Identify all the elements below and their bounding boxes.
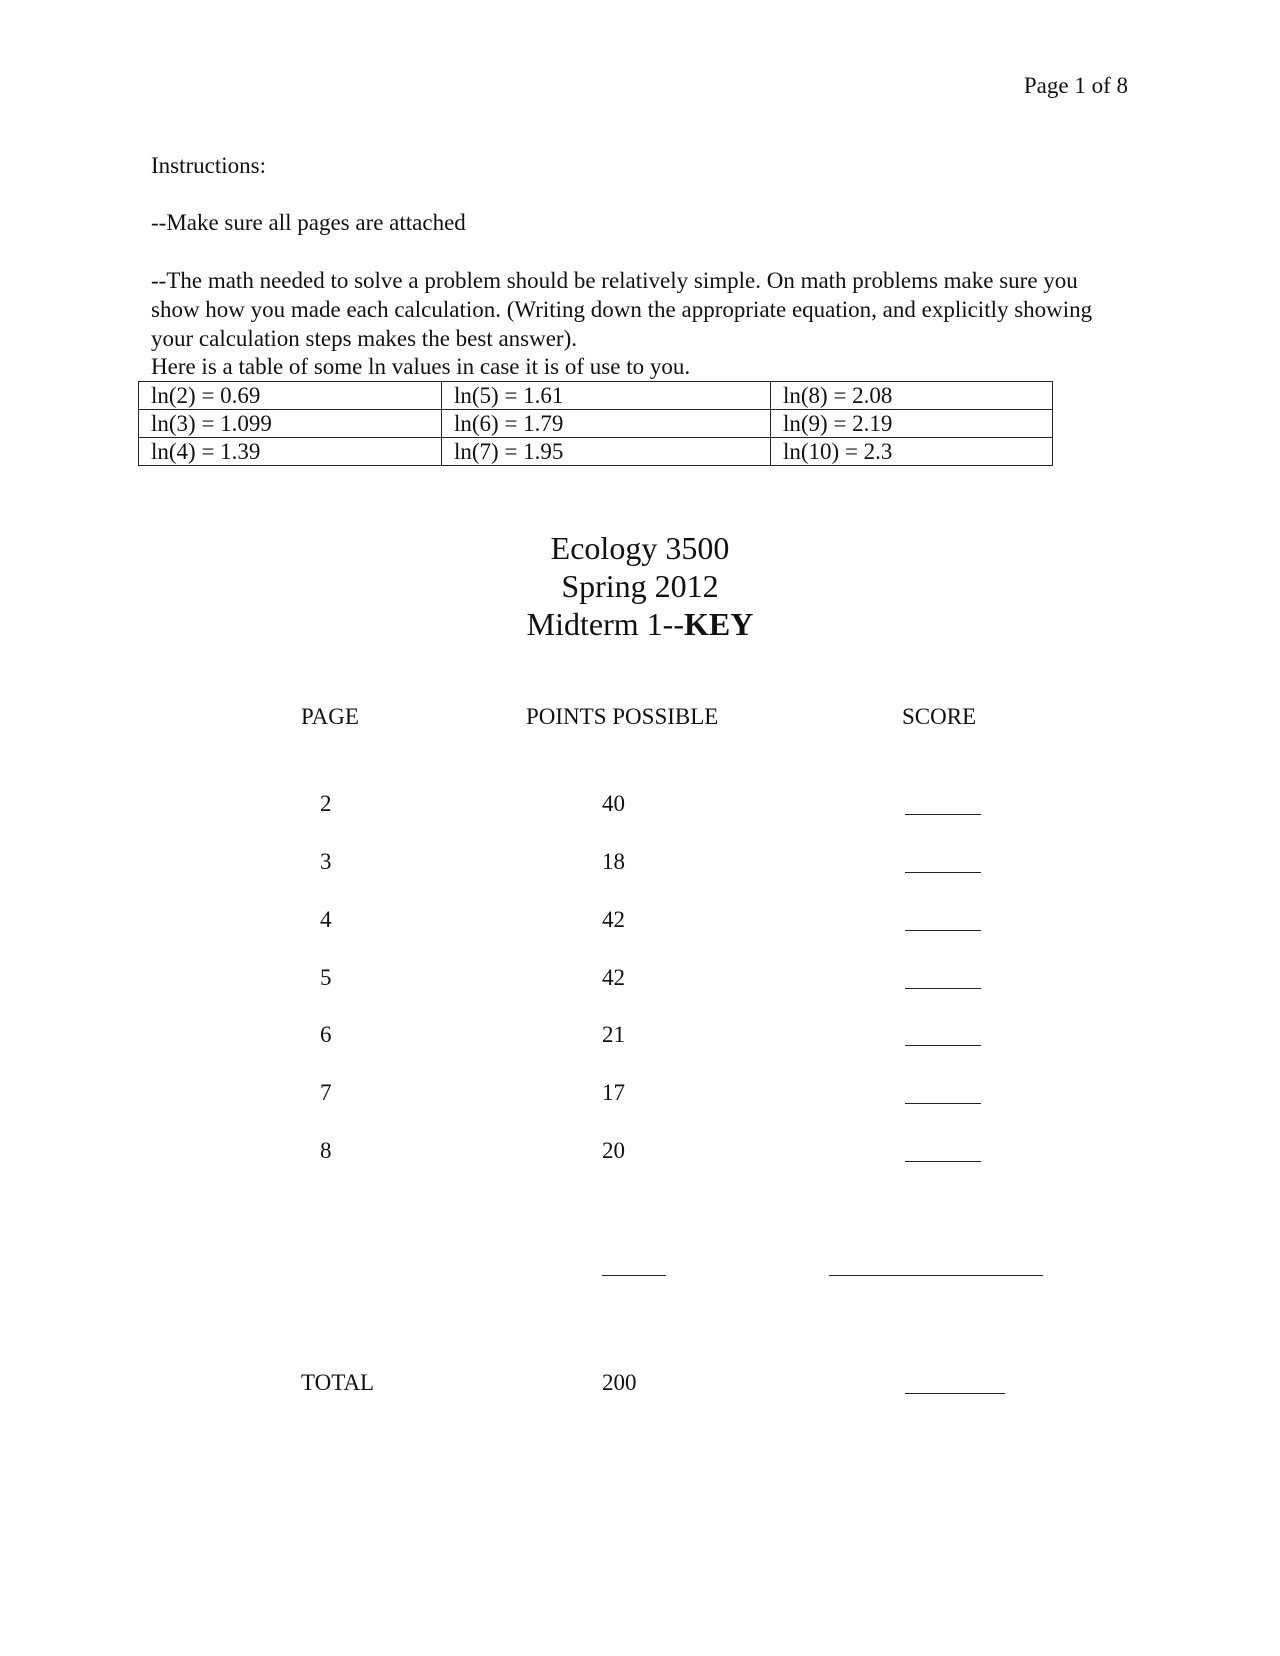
row-page-number: 4 — [320, 907, 332, 932]
table-row — [139, 382, 1053, 410]
score-blank — [905, 1103, 981, 1104]
row-points-possible: 20 — [602, 1138, 625, 1163]
total-points: 200 — [602, 1370, 637, 1395]
table-cell: ln(8) = 2.08 — [771, 382, 1053, 410]
table-row — [139, 410, 1053, 438]
total-score-blank — [905, 1393, 1005, 1394]
row-points-possible: 42 — [602, 965, 625, 990]
row-points-possible: 21 — [602, 1022, 625, 1047]
table-cell: ln(10) = 2.3 — [771, 438, 1053, 466]
score-blank — [905, 930, 981, 931]
row-page-number: 2 — [320, 791, 332, 816]
column-header-score: SCORE — [902, 704, 977, 729]
table-cell: ln(2) = 0.69 — [139, 382, 442, 410]
sum-line — [829, 1275, 1043, 1276]
score-blank — [905, 1045, 981, 1046]
score-blank — [905, 1161, 981, 1162]
instructions-heading: Instructions: — [151, 153, 266, 178]
row-points-possible: 17 — [602, 1080, 625, 1105]
row-points-possible: 40 — [602, 791, 625, 816]
table-cell: ln(3) = 1.099 — [139, 410, 442, 438]
term-title: Spring 2012 — [561, 568, 719, 604]
course-title: Ecology 3500 — [550, 530, 730, 566]
row-points-possible: 42 — [602, 907, 625, 932]
exam-title-prefix: Midterm 1-- — [526, 606, 684, 642]
ln-values-table — [138, 381, 1053, 466]
table-cell: ln(6) = 1.79 — [442, 410, 771, 438]
instruction-item: --Make sure all pages are attached — [151, 210, 466, 235]
row-page-number: 7 — [320, 1080, 332, 1105]
row-points-possible: 18 — [602, 849, 625, 874]
total-label: TOTAL — [301, 1370, 375, 1395]
row-page-number: 3 — [320, 849, 332, 874]
table-row — [139, 438, 1053, 466]
score-blank — [905, 988, 981, 989]
sum-line — [602, 1275, 666, 1276]
exam-title-key: KEY — [683, 606, 754, 642]
row-page-number: 5 — [320, 965, 332, 990]
score-blank — [905, 814, 981, 815]
row-page-number: 6 — [320, 1022, 332, 1047]
column-header-points: POINTS POSSIBLE — [526, 704, 719, 729]
exam-title — [0, 605, 1280, 643]
page-number: Page 1 of 8 — [1023, 73, 1128, 98]
table-cell: ln(5) = 1.61 — [442, 382, 771, 410]
table-cell: ln(4) = 1.39 — [139, 438, 442, 466]
ln-table-caption: Here is a table of some ln values in case it is of use to you. — [151, 354, 691, 379]
column-header-page: PAGE — [301, 704, 359, 729]
score-blank — [905, 872, 981, 873]
table-cell: ln(7) = 1.95 — [442, 438, 771, 466]
row-page-number: 8 — [320, 1138, 332, 1163]
instruction-item: --The math needed to solve a problem should be relatively simple. On math problems make sure you show how you made each calculation. (Writing down the appropriate equation, and explicitly showing your calculation steps makes the best answer). — [151, 268, 1093, 351]
table-cell: ln(9) = 2.19 — [771, 410, 1053, 438]
